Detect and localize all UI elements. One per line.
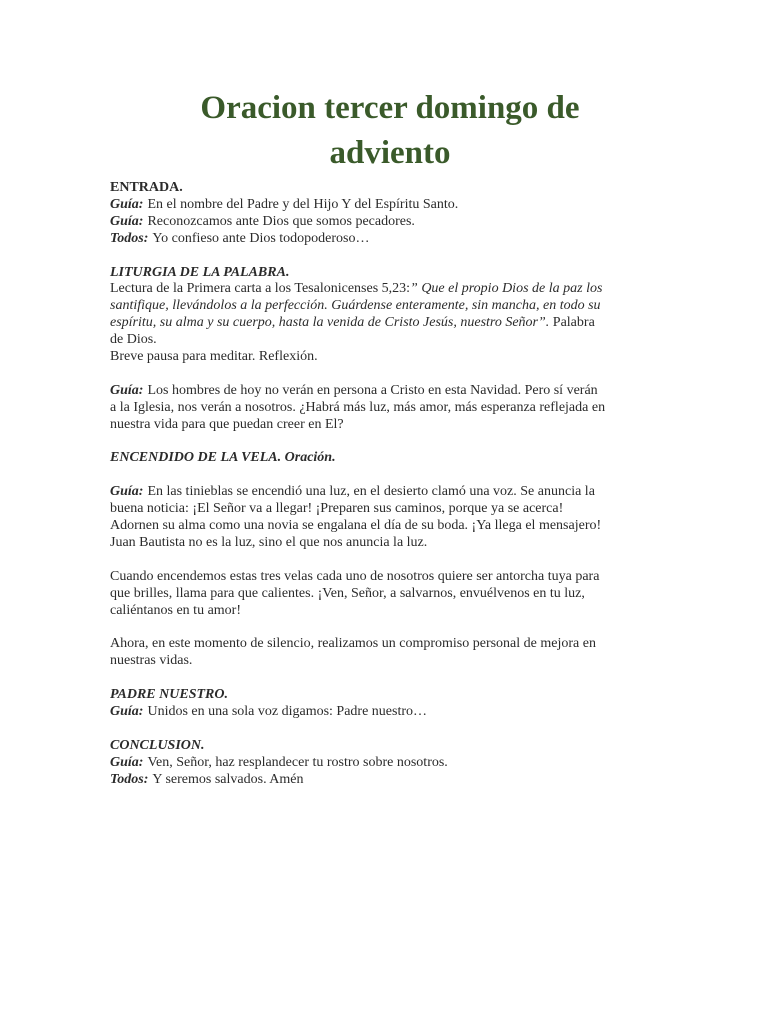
section-heading-padre-nuestro: PADRE NUESTRO. [110, 687, 228, 703]
dialogue-line [110, 772, 662, 789]
paragraph-gap [110, 467, 662, 484]
dialogue-line [110, 383, 662, 400]
dialogue-text: Yo confieso ante Dios todopoderoso… [152, 230, 370, 246]
scripture-quote: ” Que el propio Dios de la paz los [410, 281, 603, 297]
paragraph-line: que brilles, llama para que calientes. ¡Ven, Señor, a salvarnos, envuélvenos en tu luz, [110, 585, 585, 601]
dialogue-text: Ven, Señor, haz resplandecer tu rostro sobre nosotros. [147, 754, 448, 770]
paragraph-gap [110, 366, 662, 383]
title-line-1: Oracion tercer domingo de [200, 90, 580, 126]
paragraph-line: a la Iglesia, nos verán a nosotros. ¿Habrá más luz, más amor, más esperanza reflejada en [110, 399, 606, 415]
paragraph-line: buena noticia: ¡El Señor va a llegar! ¡Preparen sus caminos, porque ya se acerca! [110, 501, 564, 517]
paragraph-line: Breve pausa para meditar. Reflexión. [110, 349, 318, 365]
speaker-label: Todos: [110, 771, 149, 787]
paragraph-line: Ahora, en este momento de silencio, realizamos un compromiso personal de mejora en [110, 636, 596, 652]
section-heading-entrada: ENTRADA. [110, 180, 183, 195]
title-line-2: adviento [329, 135, 451, 171]
reading-reference: Lectura de la Primera carta a los Tesalonicenses 5,23: [110, 281, 411, 297]
section-heading-liturgia: LITURGIA DE LA PALABRA. [110, 264, 290, 280]
section-heading-encendido: ENCENDIDO DE LA VELA. Oración. [110, 450, 336, 466]
paragraph-text: Palabra [549, 315, 595, 331]
paragraph-line [110, 281, 662, 298]
dialogue-line [110, 197, 662, 214]
paragraph-gap [110, 552, 662, 569]
paragraph-line: Cuando encendemos estas tres velas cada uno de nosotros quiere ser antorcha tuya para [110, 568, 600, 584]
paragraph-gap [110, 434, 662, 451]
paragraph-line: nuestras vidas. [110, 653, 193, 669]
dialogue-line [110, 484, 662, 501]
dialogue-text: Reconozcamos ante Dios que somos pecadores. [147, 213, 415, 229]
page-title [110, 86, 670, 176]
speaker-label: Guía: [110, 213, 144, 229]
dialogue-line [110, 704, 662, 721]
speaker-label: Todos: [110, 230, 149, 246]
paragraph-gap [110, 619, 662, 636]
paragraph-line [110, 315, 662, 332]
paragraph-line: de Dios. [110, 332, 157, 348]
section-heading-conclusion: CONCLUSION. [110, 737, 205, 753]
scripture-quote: espíritu, su alma y su cuerpo, hasta la venida de Cristo Jesús, nuestro Señor”. [110, 315, 550, 331]
speaker-label: Guía: [110, 382, 144, 398]
paragraph-gap [110, 721, 662, 738]
speaker-label: Guía: [110, 196, 144, 212]
paragraph-gap [110, 248, 662, 265]
dialogue-text: Los hombres de hoy no verán en persona a Cristo en esta Navidad. Pero sí verán [147, 382, 598, 398]
dialogue-line [110, 231, 662, 248]
speaker-label: Guía: [110, 754, 144, 770]
speaker-label: Guía: [110, 703, 144, 719]
paragraph-line: Adornen su alma como una novia se engalana el día de su boda. ¡Ya llega el mensajero! [110, 518, 602, 534]
paragraph-gap [110, 670, 662, 687]
dialogue-text: Y seremos salvados. Amén [152, 771, 304, 787]
dialogue-text: En las tinieblas se encendió una luz, en el desierto clamó una voz. Se anuncia la [147, 484, 595, 500]
paragraph-line: Juan Bautista no es la luz, sino el que nos anuncia la luz. [110, 534, 428, 550]
document-body [110, 180, 662, 789]
dialogue-line [110, 214, 662, 231]
paragraph-line: caliéntanos en tu amor! [110, 602, 242, 618]
dialogue-line [110, 755, 662, 772]
speaker-label: Guía: [110, 484, 144, 500]
dialogue-text: En el nombre del Padre y del Hijo Y del Espíritu Santo. [147, 196, 459, 212]
dialogue-text: Unidos en una sola voz digamos: Padre nuestro… [147, 703, 428, 719]
scripture-quote: santifique, llevándolos a la perfección. Guárdense enteramente, sin mancha, en todo su [110, 298, 601, 314]
paragraph-line: nuestra vida para que puedan creer en El? [110, 416, 344, 432]
